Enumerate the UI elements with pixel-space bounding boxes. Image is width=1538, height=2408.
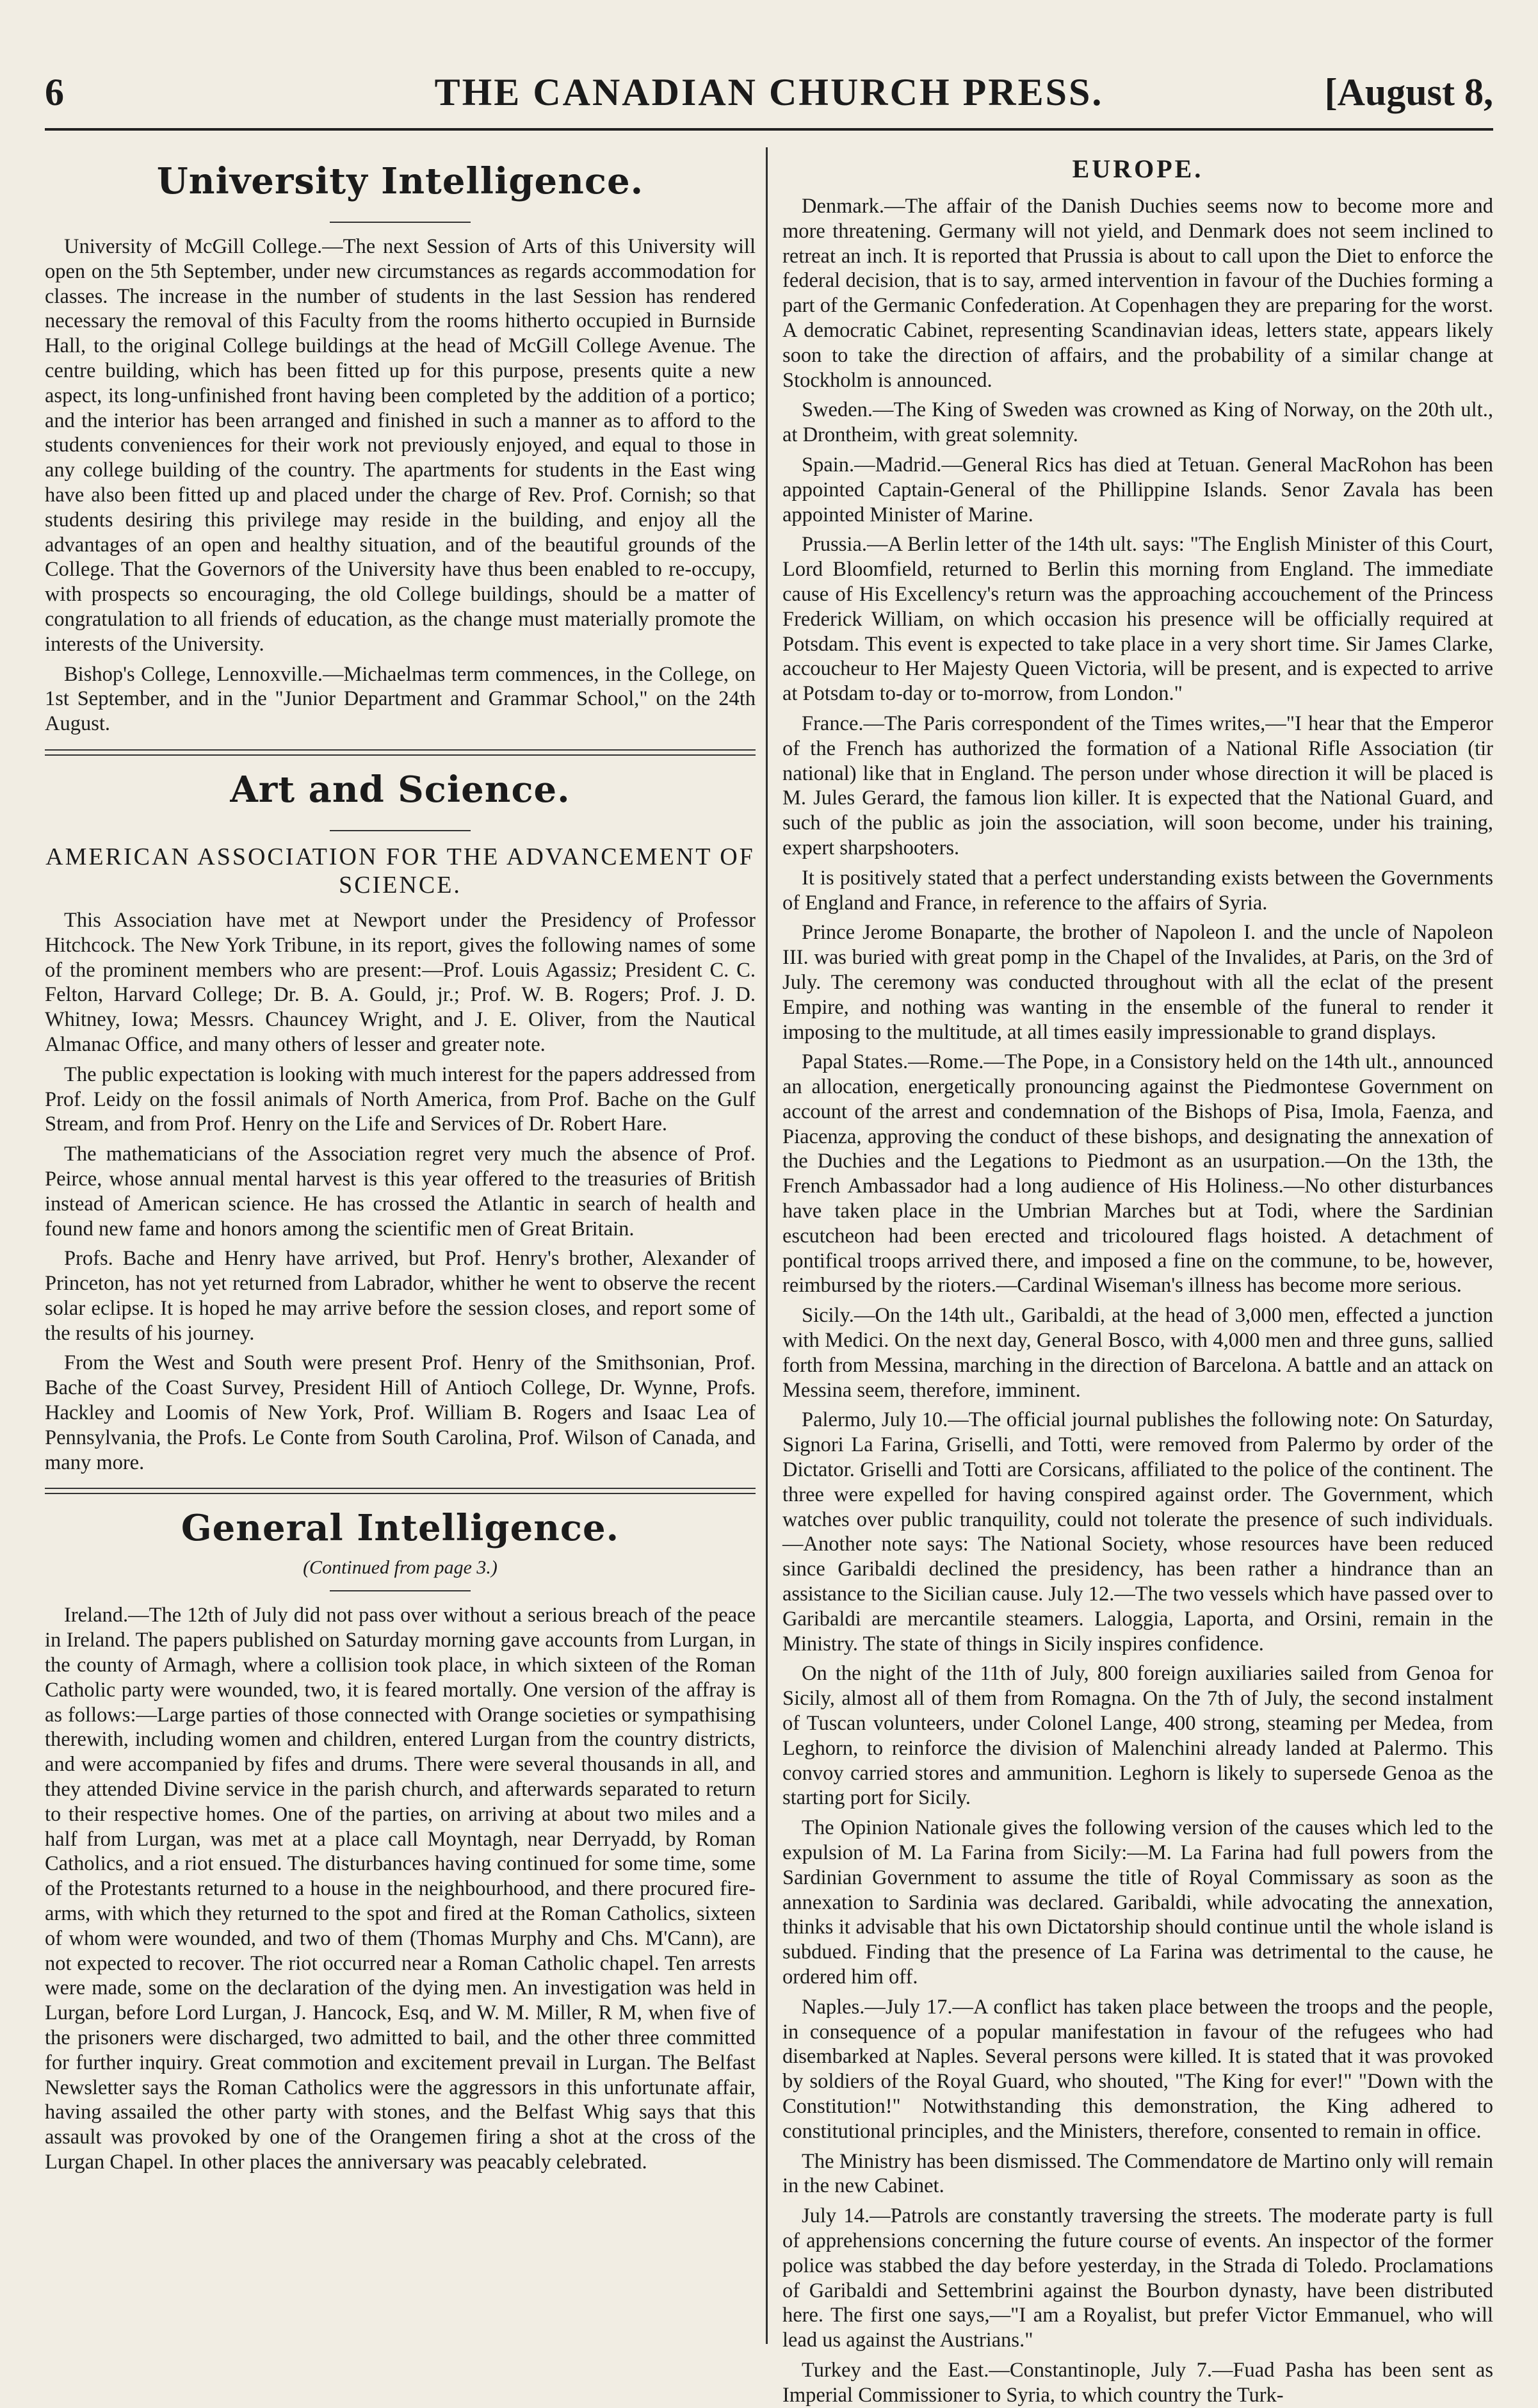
newspaper-title: THE CANADIAN CHURCH PRESS. [434,71,1104,113]
article-paragraph: Spain.—Madrid.—General Rics has died at Tetuan. General MacRohon has been appointed Captain-General of the Phillippine Islands. Senor Zavala has been appointed Minister of Marine. [782,453,1493,526]
masthead-rule [45,128,1493,131]
section-rule [330,1590,471,1591]
article-paragraph: The mathematicians of the Association regret very much the absence of Prof. Peirce, whose annual mental harvest is this year offered to the treasuries of British instead of American science. He has crossed the Atlantic in search of health and found new fame and honors among the scientific men of Great Britain. [45,1143,756,1241]
university-heading: University Intelligence. [156,160,644,202]
article-paragraph: From the West and South were present Prof. Henry of the Smithsonian, Prof. Bache of the Coast Survey, President Hill of Antioch College, Dr. Wynne, Profs. Hackley and Loomis of New York, Prof. William B. Rogers and Isaac Lea of Pennsylvania, the Profs. Le Conte from South Carolina, Prof. Wilson of Canada, and many more. [45,1351,756,1474]
article-paragraph: Prussia.—A Berlin letter of the 14th ult. says: "The English Minister of this Court, Lord Bloomfield, returned to Berlin this morning from England. The immediate cause of His Excellency's return was the approaching accouchement of the Princess Frederick William, on which occasion his presence will be officially required at Potsdam. This event is expected to take place in a very short time. Sir James Clarke, accoucheur to Her Majesty Queen Victoria, will be present, and is expected to arrive at Potsdam to-day or to-morrow, from London." [782,533,1493,706]
article-paragraph: Sicily.—On the 14th ult., Garibaldi, at the head of 3,000 men, effected a junction with Medici. On the next day, General Bosco, with 4,000 men and three guns, sallied forth from Messina, marching in the direction of Barcelona. A battle and an attack on Messina seem, therefore, imminent. [782,1304,1493,1402]
article-paragraph: Profs. Bache and Henry have arrived, but Prof. Henry's brother, Alexander of Princeton, has not yet returned from Labrador, whither he went to observe the recent solar eclipse. It is hoped he may arrive before the session closes, and report some of the results of his journey. [45,1247,756,1345]
column-divider [766,147,768,2344]
article-paragraph: It is positively stated that a perfect understanding exists between the Governments of England and France, in reference to the affairs of Syria. [782,866,1493,915]
university-section [45,160,756,736]
page-number: 6 [45,71,64,113]
issue-date: [August 8, [1324,71,1493,113]
continued-caption: (Continued from page 3.) [303,1557,498,1579]
article-ireland: Ireland.—The 12th of July did not pass over without a serious breach of the peace in Ireland. The papers published on Saturday morning gave accounts from Lurgan, in the county of Armagh, where a collision took place, in which sixteen of the Roman Catholic party were wounded, two, it is feared mortally. One version of the affray is as follows:—Large parties of those connected with Orange societies or sympathising therewith, including women and children, entered Lurgan from the country districts, and were accompanied by fifes and drums. There were several thousands in all, and they attended Divine service in the parish church, and afterwards separated to return to their respective homes. One of the parties, on arriving at about two miles and a half from Lurgan, was met at a place call Moyntagh, near Derryadd, by Roman Catholics, and a riot ensued. The disturbances having continued for some time, some of the Protestants returned to a house in the neighbourhood, and there procured fire-arms, with which they returned to the spot and fired at the Roman Catholics, sixteen of whom were wounded, and two of them (Thomas Murphy and Chs. M'Cann), are not expected to recover. The riot occurred near a Roman Catholic chapel. Ten arrests were made, some on the declaration of the dying men. An investigation was held in Lurgan, before Lord Lurgan, J. Hancock, Esq, and W. M. Miller, R M, when five of the prisoners were discharged, two admitted to bail, and the other three committed for further inquiry. Great commotion and excitement prevail in Lurgan. The Belfast Newsletter says the Roman Catholics were the aggressors in this unfortunate affair, having assailed the other party with stones, and the Belfast Whig says that this assault was provoked by one of the Orangemen firing a shot at the cross of the Lurgan Chapel. In other places the anniversary was peacably celebrated. [45,1604,756,2174]
art-science-heading: Art and Science. [230,768,571,811]
article-paragraph: Palermo, July 10.—The official journal publishes the following note: On Saturday, Signori La Farina, Griselli, and Totti, were removed from Palermo by order of the Dictator. Griselli and Totti are Corsicans, affiliated to the police of the continent. The three were expelled for having conspired against order. The Government, which watches over public tranquility, could not tolerate the presence of such individuals.—Another note says: The National Society, whose resources have been reduced since Garibaldi declined the presidency, has been rather a hindrance than an assistance to the Sicilian cause. July 12.—The two vessels which have passed over to Garibaldi are mercantile steamers. Laloggia, Laporta, and Orsini, remain in the Ministry. The state of things in Sicily inspires confidence. [782,1408,1493,1656]
section-divider [45,1488,756,1494]
article-mcgill: University of McGill College.—The next Session of Arts of this University will open on the 5th September, under new circumstances as regards accommodation for classes. The increase in the number of students in the last Session has rendered necessary the removal of this Faculty from the rooms hitherto occupied in Burnside Hall, to the original College buildings at the head of McGill College Avenue. The centre building, which has been fitted up for this purpose, presents quite a new aspect, its long-unfinished front having been completed by the addition of a portico; and the interior has been arranged and finished in such a manner as to afford to the students conveniences for their work not previously enjoyed, and equal to those in any college building of the country. The apartments for students in the East wing have also been fitted up and placed under the charge of Rev. Prof. Cornish; so that students desiring this privilege may reside in the building, and enjoy all the advantages of an open and healthy situation, and of the beautiful grounds of the College. That the Governors of the University have thus been enabled to re-occupy, with prospects so encouraging, the old College buildings, should be a matter of congratulation to all friends of education, as the change must materially promote the interests of the University. [45,235,756,656]
association-subheading: AMERICAN ASSOCIATION FOR THE ADVANCEMENT OF SCIENCE. [45,843,755,899]
general-intelligence-section [45,1507,756,2174]
article-paragraph: This Association have met at Newport under the Presidency of Professor Hitchcock. The New York Tribune, in its report, gives the following names of some of the prominent members who are present:—Prof. Louis Agassiz; President C. C. Felton, Harvard College; Dr. B. A. Gould, jr.; Prof. W. B. Rogers; Prof. J. D. Whitney, Iowa; Messrs. Chauncey Wright, and J. E. Oliver, from the Nautical Almanac Office, and many others of lesser and greater note. [45,908,756,1056]
article-paragraph: France.—The Paris correspondent of the Times writes,—"I hear that the Emperor of the French has authorized the formation of a National Rifle Association (tir national) like that in England. The person under whose direction it will be placed is M. Jules Gerard, the famous lion killer. It is expected that the National Guard, and such of the public as join the association, will soon become, under his training, expert sharpshooters. [782,712,1493,859]
section-rule [330,222,471,223]
article-paragraph: Naples.—July 17.—A conflict has taken place between the troops and the people, in consequence of a popular manifestation in favour of the refugees who had disembarked at Naples. Several persons were killed. It is stated that it was provoked by soldiers of the Royal Guard, who shouted, "The King for ever!" "Down with the Constitution!" Notwithstanding this demonstration, the King adhered to constitutional principles, and the Ministers, therefore, consented to remain in office. [782,1995,1493,2143]
article-paragraph: Papal States.—Rome.—The Pope, in a Consistory held on the 14th ult., announced an allocation, energetically pronouncing against the Piedmontese Government on account of the arrest and condemnation of the Bishops of Pisa, Imola, Faenza, and Piacenza, approving the conduct of these bishops, and designating the annexation of the Duchies and the Legations to Piedmont as an usurpation.—On the 13th, the French Ambassador had a long audience of His Holiness.—No other disturbances have taken place in the Umbrian Marches but at Todi, where the Sardinian escutcheon had been erected and tricoloured flags hoisted. A detachment of pontifical troops arrived there, and imposed a fine on the commune, to be, however, reimbursed by the rioters.—Cardinal Wiseman's illness has become more serious. [782,1050,1493,1298]
section-rule [330,830,471,831]
article-paragraph: July 14.—Patrols are constantly traversing the streets. The moderate party is full of apprehensions concerning the future course of events. An inspector of the former police was stabbed the day before yesterday, in the Strada di Toledo. Proclamations of Garibaldi and Settembrini against the Bourbon dynasty, have been distributed here. The first one says,—"I am a Royalist, but prefer Victor Emmanuel, who will lead us against the Austrians." [782,2204,1493,2352]
article-paragraph: The public expectation is looking with much interest for the papers addressed from Prof. Leidy on the fossil animals of North America, from Prof. Bache on the Gulf Stream, and from Prof. Henry on the Life and Services of Dr. Robert Hare. [45,1062,756,1136]
article-paragraph: Sweden.—The King of Sweden was crowned as King of Norway, on the 20th ult., at Drontheim, with great solemnity. [782,398,1493,447]
article-paragraph: The Opinion Nationale gives the following version of the causes which led to the expulsion of M. La Farina from Sicily:—M. La Farina had full powers from the Sardinian Government to assume the title of Royal Commissary as soon as the annexation to Sardinia was declared. Garibaldi, while advocating the annexation, thinks it advisable that his own Dictatorship should continue until the whole island is subdued. Finding that the presence of La Farina was detrimental to the cause, he ordered him off. [782,1816,1493,1989]
masthead [45,38,1493,134]
article-paragraph: On the night of the 11th of July, 800 foreign auxiliaries sailed from Genoa for Sicily, almost all of them from Romagna. On the 7th of July, the second instalment of Tuscan volunteers, under Colonel Lange, 400 strong, steaming per Medea, from Leghorn, to reinforce the division of Malenchini already landed at Palermo. This convoy carried stores and ammunition. Leghorn is likely to supersede Genoa as the starting port for Sicily. [782,1662,1493,1810]
article-paragraph: The Ministry has been dismissed. The Commendatore de Martino only will remain in the new Cabinet. [782,2149,1493,2198]
article-paragraph: Prince Jerome Bonaparte, the brother of Napoleon I. and the uncle of Napoleon III. was buried with great pomp in the Chapel of the Invalides, at Paris, on the 3rd of July. The ceremony was conducted throughout with all the eclat of the present Empire, and nothing was wanting in the ensemble of the funeral to render it imposing to the multitude, at all times easily impressionable to grand displays. [782,921,1493,1044]
article-paragraph: Denmark.—The affair of the Danish Duchies seems now to become more and more threatening. Germany will not yield, and Denmark does not seem inclined to retreat an inch. It is reported that Prussia is about to call upon the Diet to enforce the federal decision, that is to say, armed intervention in favour of the Duchies forming a part of the Germanic Confederation. At Copenhagen they are preparing for the worst. A democratic Cabinet, representing Scandinavian ideas, letters state, appears likely soon to take the direction of affairs, and the probability of a similar change at Stockholm is announced. [782,195,1493,392]
section-divider [45,749,756,756]
general-heading: General Intelligence. [181,1507,620,1550]
article-bishops: Bishop's College, Lennoxville.—Michaelmas term commences, in the College, on 1st September, and in the "Junior Department and Grammar School," on the 24th August. [45,662,756,736]
art-science-section [45,769,756,1476]
europe-heading: EUROPE. [1072,154,1204,183]
article-paragraph: Turkey and the East.—Constantinople, July 7.—Fuad Pasha has been sent as Imperial Commissioner to Syria, to which country the Turk- [782,2358,1493,2407]
right-column [782,147,1493,2407]
left-column [45,147,756,2344]
